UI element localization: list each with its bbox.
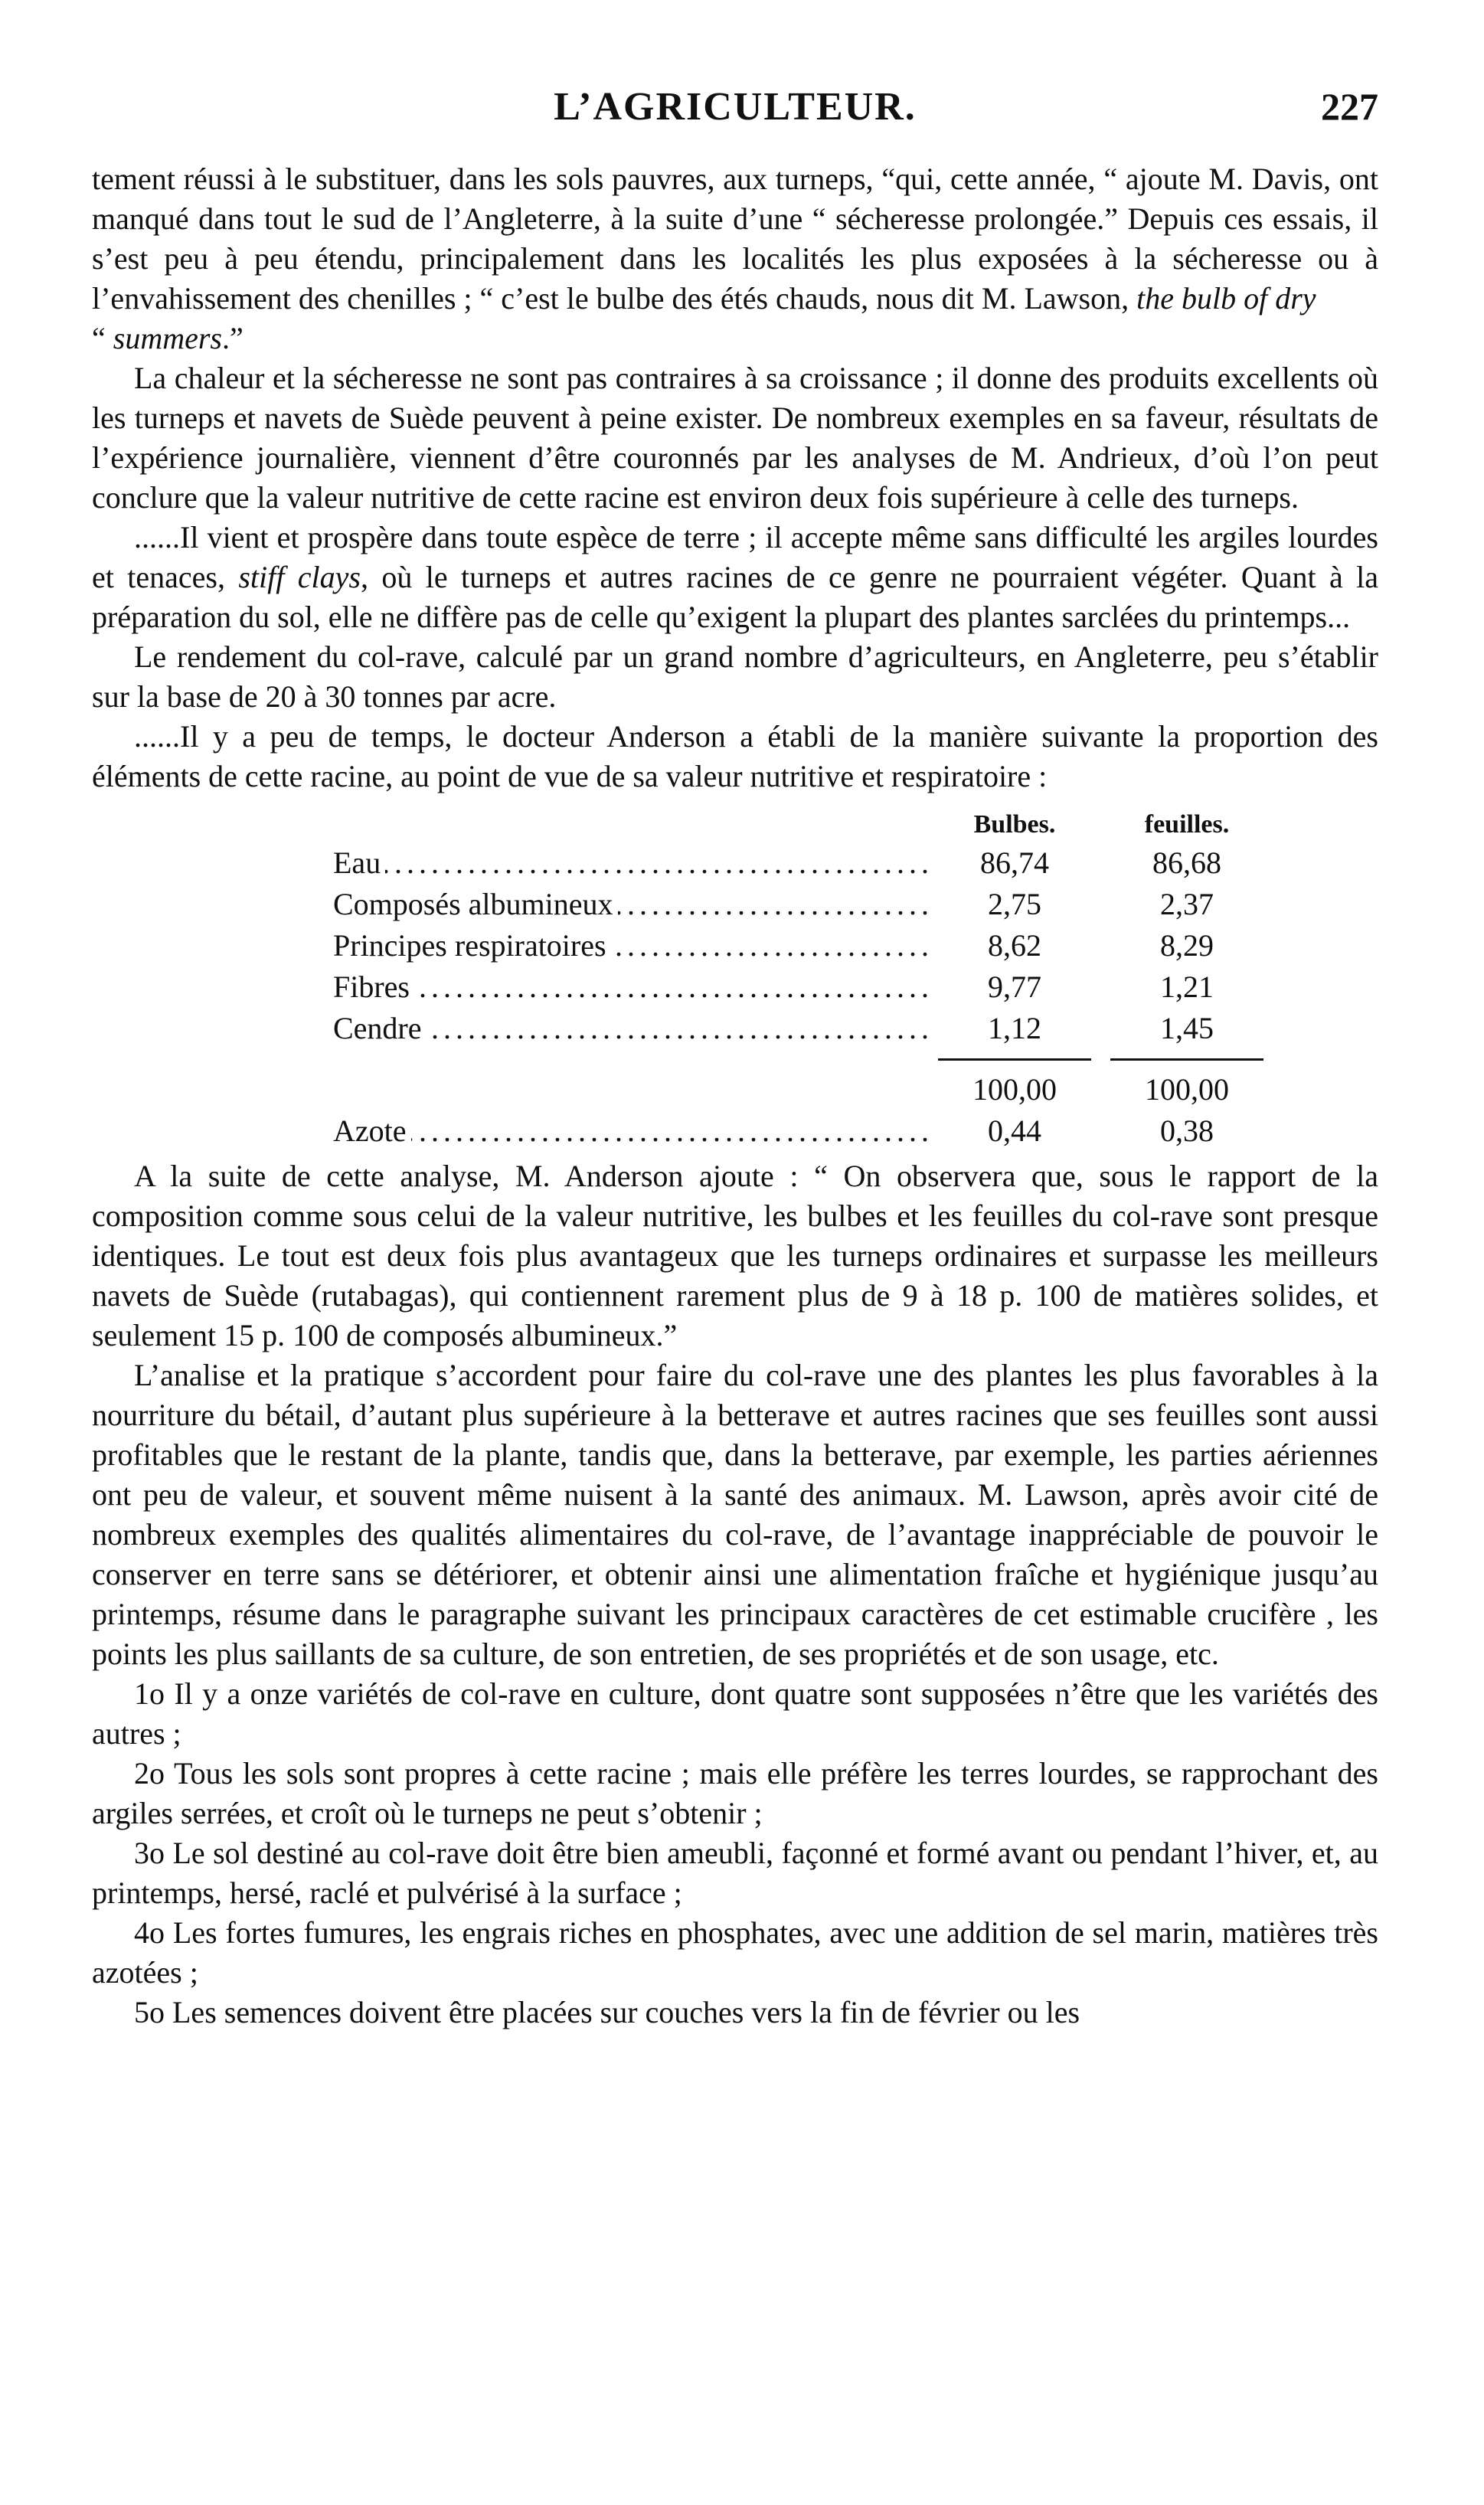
azote-label: Azote: [333, 1114, 411, 1148]
total-feuilles: 100,00: [1145, 1072, 1229, 1107]
paragraph-3-text: ......Il vient et prospère dans toute espèce de terre ; il accepte même sans difficulté les argiles lourdes et tenaces,: [92, 520, 1378, 594]
azote-feuilles: 0,38: [1160, 1114, 1214, 1148]
table-row: [92, 842, 1378, 884]
total-bulbes: 100,00: [972, 1072, 1057, 1107]
paragraph-1-quote-mark: “: [92, 321, 113, 355]
value-bulbes: 2,75: [988, 887, 1041, 921]
value-feuilles: 1,45: [1160, 1011, 1214, 1045]
paragraph-4: Le rendement du col-rave, calculé par un grand nombre d’agriculteurs, en Angleterre, peu s’établir sur la base de 20 à 30 tonnes par acre.: [92, 639, 1378, 714]
paragraph-1-italic-2: summers: [113, 321, 222, 355]
paragraph-6: A la suite de cette analyse, M. Anderson ajoute : “ On observera que, sous le rapport de la composition comme sous celui de la valeur nutritive, les bulbes et les feuilles du col-rave sont presque identiques. Le tout est deux fois plus avantageux que les turneps ordinaires et surpasse les meilleurs navets de Suède (rutabagas), qui contiennent rarement plus de 9 à 18 p. 100 de matières solides, et seulement 15 p. 100 de composés albumineux.”: [92, 1159, 1378, 1352]
column-header-bulbes: Bulbes.: [973, 810, 1056, 839]
row-label-text: Cendre: [333, 1011, 427, 1045]
paragraph-1-italic: the bulb of dry: [1136, 281, 1316, 316]
list-item: 3o Le sol destiné au col-rave doit être bien ameubli, façonné et formé avant ou pendant l’hiver, et, au printemps, hersé, raclé et pulvérisé à la surface ;: [92, 1836, 1378, 1910]
paragraph-3-italic: stiff clays: [238, 560, 361, 594]
book-page: [92, 84, 1378, 2032]
value-feuilles: 86,68: [1152, 845, 1221, 880]
list-item: 2o Tous les sols sont propres à cette racine ; mais elle préfère les terres lourdes, se rapprochant des argiles serrées, et croît où le turneps ne peut s’obtenir ;: [92, 1756, 1378, 1830]
sum-rules: [92, 1049, 1378, 1069]
value-bulbes: 8,62: [988, 928, 1041, 963]
row-label: [333, 1110, 930, 1152]
column-header-feuilles: feuilles.: [1144, 810, 1230, 839]
value-feuilles: 1,21: [1160, 970, 1214, 1004]
paragraph-3: [92, 518, 1378, 637]
table-row: [92, 925, 1378, 966]
table-row: [92, 966, 1378, 1008]
row-label-text: Composés albumineux: [333, 887, 618, 921]
value-feuilles: 8,29: [1160, 928, 1214, 963]
sum-rule-bulbes: [938, 1058, 1091, 1061]
page-body: [92, 159, 1378, 2032]
row-label-text: Eau: [333, 845, 385, 880]
running-head: L’AGRICULTEUR.: [554, 85, 917, 129]
total-row: [92, 1069, 1378, 1110]
page-number: 227: [1321, 85, 1378, 128]
value-feuilles: 2,37: [1160, 887, 1214, 921]
paragraph-1-end: .”: [222, 321, 244, 355]
paragraph-1-text: tement réussi à le substituer, dans les sols pauvres, aux turneps, “qui, cette année, “ ajoute M. Davis, ont manqué dans tout le sud de l’Angleterre, à la suite d’une “ sécheresse prolongée.” Depuis ces essais, il s’est peu à peu étendu, principalement dans les localités les plus exposées à la sécheresse ou à l’envahissement des chenilles ; “ c’est le bulbe des étés chauds, nous dit M. Lawson,: [92, 162, 1378, 316]
list-item: 5o Les semences doivent être placées sur couches vers la fin de février ou les: [134, 1995, 1080, 2029]
analysis-table: [92, 804, 1378, 1152]
paragraph-3-rest: , où le turneps et autres racines de ce genre ne pourraient végéter. Quant à la préparation du sol, elle ne diffère pas de celle qu’exigent la plupart des plantes sarclées du printemps...: [92, 560, 1379, 634]
row-label: [333, 925, 930, 966]
list-item: 1o Il y a onze variétés de col-rave en culture, dont quatre sont supposées n’être que les variétés des autres ;: [92, 1676, 1378, 1751]
list-item: 4o Les fortes fumures, les engrais riches en phosphates, avec une addition de sel marin, matières très azotées ;: [92, 1915, 1378, 1990]
azote-bulbes: 0,44: [988, 1114, 1041, 1148]
analysis-column-headers: [92, 804, 1378, 842]
value-bulbes: 9,77: [988, 970, 1041, 1004]
row-label: [333, 1008, 930, 1049]
paragraph-5: ......Il y a peu de temps, le docteur Anderson a établi de la manière suivante la proportion des éléments de cette racine, au point de vue de sa valeur nutritive et respiratoire :: [92, 719, 1378, 793]
value-bulbes: 86,74: [980, 845, 1049, 880]
row-label: [333, 842, 930, 884]
sum-rule-feuilles: [1110, 1058, 1263, 1061]
paragraph-2: La chaleur et la sécheresse ne sont pas contraires à sa croissance ; il donne des produits excellents où les turneps et navets de Suède peuvent à peine exister. De nombreux exemples en sa faveur, résultats de l’expérience journalière, viennent d’être couronnés par les analyses de M. Andrieux, d’où l’on peut conclure que la valeur nutritive de cette racine est environ deux fois supérieure à celle des turneps.: [92, 361, 1378, 515]
row-label-text: Principes respiratoires: [333, 928, 611, 963]
row-label: [333, 884, 930, 925]
row-label: [333, 966, 930, 1008]
paragraph-1: [92, 159, 1378, 358]
azote-row: [92, 1110, 1378, 1152]
page-header: [92, 84, 1378, 146]
table-row: [92, 884, 1378, 925]
paragraph-7: L’analise et la pratique s’accordent pour faire du col-rave une des plantes les plus favorables à la nourriture du bétail, d’autant plus supérieure à la betterave et autres racines que ses feuilles sont aussi profitables que le restant de la plante, tandis que, dans la betterave, par exemple, les parties aériennes ont peu de valeur, et souvent même nuisent à la santé des animaux. M. Lawson, après avoir cité de nombreux exemples des qualités alimentaires du col-rave, de l’avantage inappréciable de pouvoir le conserver en terre sans se détériorer, et obtenir ainsi une alimentation fraîche et hygiénique jusqu’au printemps, résume dans le paragraphe suivant les principaux caractères de cet estimable crucifère , les points les plus saillants de sa culture, de son entretien, de ses propriétés et de son usage, etc.: [92, 1358, 1378, 1671]
value-bulbes: 1,12: [988, 1011, 1041, 1045]
row-label-text: Fibres: [333, 970, 414, 1004]
table-row: [92, 1008, 1378, 1049]
